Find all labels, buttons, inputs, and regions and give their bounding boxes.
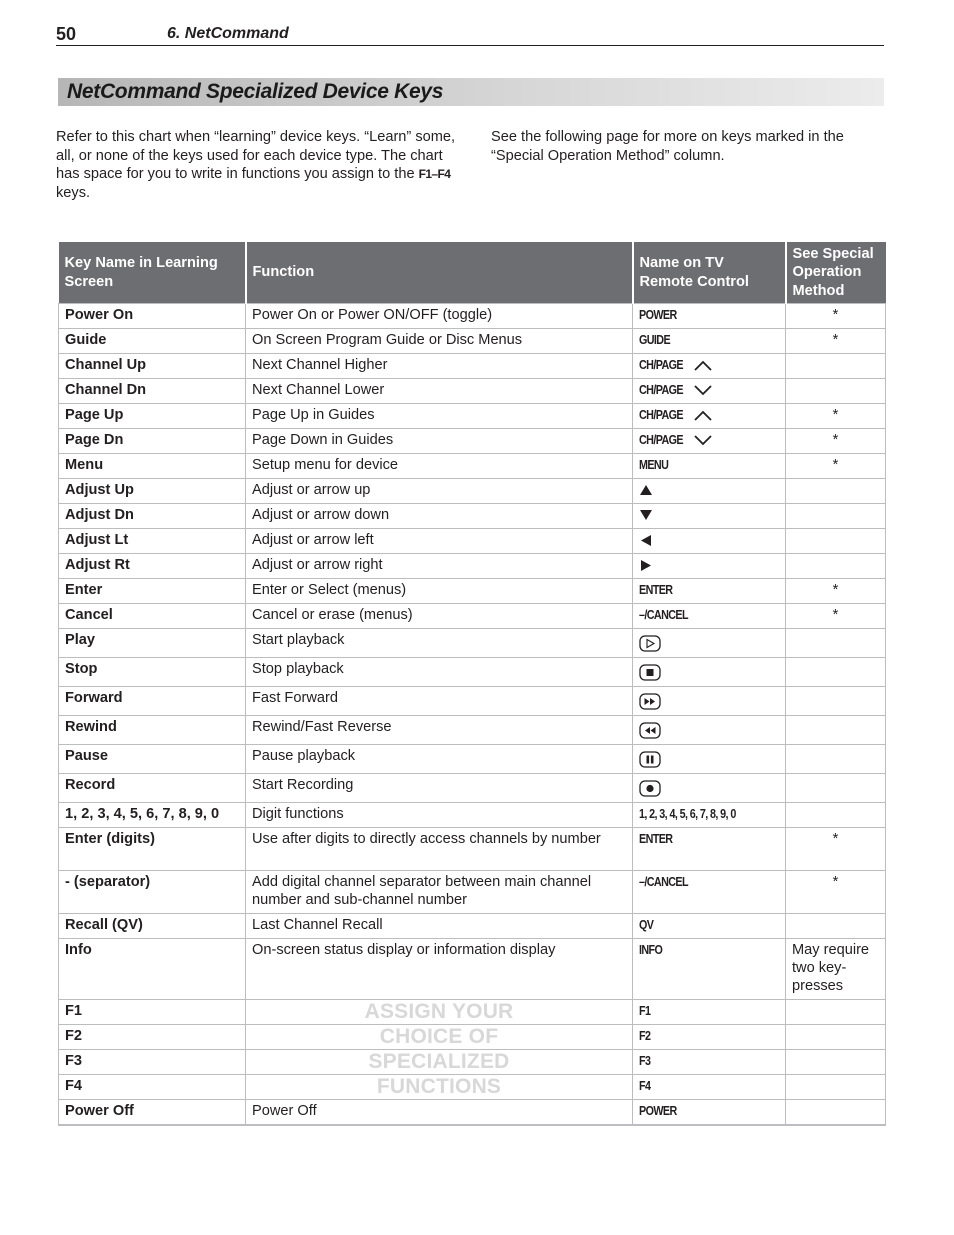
tv-name (633, 454, 786, 479)
triangle-right-icon (639, 559, 653, 572)
special-method (786, 1100, 886, 1126)
triangle-down-icon (639, 509, 653, 521)
key-name: Enter (digits) (59, 828, 246, 871)
special-method (786, 745, 886, 774)
tv-name (633, 1000, 786, 1025)
tv-name (633, 354, 786, 379)
stop-icon (639, 664, 661, 681)
function: Adjust or arrow up (246, 479, 633, 504)
tv-name (633, 687, 786, 716)
tv-name (633, 745, 786, 774)
special-method (786, 629, 886, 658)
special-method (786, 354, 886, 379)
tv-name (633, 716, 786, 745)
key-name: 1, 2, 3, 4, 5, 6, 7, 8, 9, 0 (59, 803, 246, 828)
header-tv-name: Name on TV Remote Control (633, 242, 786, 304)
table-row (59, 1100, 886, 1126)
key-name: Rewind (59, 716, 246, 745)
special-method: * (786, 404, 886, 429)
table-row (59, 939, 886, 1000)
tv-name (633, 479, 786, 504)
table-row (59, 604, 886, 629)
tv-name (633, 429, 786, 454)
table-row (59, 914, 886, 939)
key-name: Enter (59, 579, 246, 604)
key-name: Menu (59, 454, 246, 479)
key-name: Cancel (59, 604, 246, 629)
special-method (786, 774, 886, 803)
function (246, 1000, 633, 1025)
function: Cancel or erase (menus) (246, 604, 633, 629)
special-method (786, 803, 886, 828)
tv-label: ENTER (639, 583, 673, 597)
table-row (59, 1025, 886, 1050)
page-number: 50 (56, 24, 77, 44)
table-row (59, 1075, 886, 1100)
function (246, 1025, 633, 1050)
watermark-line: ASSIGN YOUR (364, 1000, 514, 1023)
special-method: * (786, 871, 886, 914)
chevron-up-icon (694, 360, 712, 371)
function: Digit functions (246, 803, 633, 828)
rewind-icon (639, 722, 661, 739)
function: Start playback (246, 629, 633, 658)
tv-name (633, 504, 786, 529)
key-name: Info (59, 939, 246, 1000)
special-method (786, 716, 886, 745)
triangle-left-icon (639, 534, 653, 547)
tv-label: GUIDE (639, 333, 671, 347)
table-row (59, 629, 886, 658)
special-method: * (786, 304, 886, 329)
intro-left-paragraph (56, 128, 466, 202)
tv-name (633, 329, 786, 354)
tv-name (633, 1075, 786, 1100)
tv-label: F4 (639, 1079, 651, 1093)
section-title-bar (58, 78, 884, 106)
special-method: * (786, 329, 886, 354)
table-row (59, 658, 886, 687)
intro-left-tail: keys. (56, 184, 91, 201)
key-name: Channel Up (59, 354, 246, 379)
special-method: * (786, 429, 886, 454)
intro-fkeys: F1–F4 (418, 167, 451, 182)
tv-name (633, 604, 786, 629)
special-method: May require two key-presses (786, 939, 886, 1000)
key-name: Stop (59, 658, 246, 687)
table-row (59, 1000, 886, 1025)
special-method (786, 1025, 886, 1050)
key-name: Power Off (59, 1100, 246, 1126)
tv-label: CH/PAGE (639, 383, 683, 397)
tv-name (633, 658, 786, 687)
tv-name (633, 404, 786, 429)
table-row (59, 379, 886, 404)
tv-name (633, 828, 786, 871)
tv-label: –/CANCEL (639, 875, 688, 889)
function: Add digital channel separator between main channel number and sub-channel number (246, 871, 633, 914)
tv-name (633, 1100, 786, 1126)
triangle-up-icon (639, 484, 653, 496)
key-name: Page Dn (59, 429, 246, 454)
chevron-down-icon (694, 435, 712, 446)
special-method (786, 1075, 886, 1100)
tv-name (633, 774, 786, 803)
special-method (786, 1000, 886, 1025)
table-row (59, 687, 886, 716)
function (246, 1075, 633, 1100)
key-name: Play (59, 629, 246, 658)
table-row (59, 429, 886, 454)
special-method (786, 504, 886, 529)
record-icon (639, 780, 661, 797)
special-method (786, 554, 886, 579)
special-method (786, 1050, 886, 1075)
key-name: Record (59, 774, 246, 803)
function: Page Up in Guides (246, 404, 633, 429)
special-method (786, 379, 886, 404)
section-title: NetCommand Specialized Device Keys (67, 80, 444, 103)
table-row (59, 479, 886, 504)
special-method (786, 479, 886, 504)
header-rule (56, 45, 884, 46)
table-row (59, 828, 886, 871)
tv-label: CH/PAGE (639, 358, 683, 372)
function: Power Off (246, 1100, 633, 1126)
function: On Screen Program Guide or Disc Menus (246, 329, 633, 354)
table-row (59, 354, 886, 379)
table-row (59, 554, 886, 579)
function: Fast Forward (246, 687, 633, 716)
key-name: F1 (59, 1000, 246, 1025)
table-row (59, 504, 886, 529)
watermark-line: SPECIALIZED (368, 1050, 510, 1073)
tv-name (633, 1050, 786, 1075)
table-row (59, 529, 886, 554)
key-name: Channel Dn (59, 379, 246, 404)
tv-label: POWER (639, 308, 677, 322)
tv-name (633, 529, 786, 554)
tv-name (633, 914, 786, 939)
device-keys-table (58, 242, 886, 1126)
function: Adjust or arrow down (246, 504, 633, 529)
function: Pause playback (246, 745, 633, 774)
key-name: Guide (59, 329, 246, 354)
key-name: Power On (59, 304, 246, 329)
tv-name (633, 304, 786, 329)
watermark-line: FUNCTIONS (376, 1075, 502, 1098)
function: Rewind/Fast Reverse (246, 716, 633, 745)
tv-label: CH/PAGE (639, 408, 683, 422)
table-row (59, 716, 886, 745)
table-header-row (59, 242, 886, 304)
tv-label: CH/PAGE (639, 433, 683, 447)
function: Enter or Select (menus) (246, 579, 633, 604)
header-special-method: See Special Operation Method (786, 242, 886, 304)
tv-name (633, 379, 786, 404)
function: Use after digits to directly access channels by number (246, 828, 633, 871)
function: Page Down in Guides (246, 429, 633, 454)
table-row (59, 454, 886, 479)
table-row (59, 579, 886, 604)
header-function: Function (246, 242, 633, 304)
tv-name (633, 803, 786, 828)
tv-name (633, 1025, 786, 1050)
table-row (59, 329, 886, 354)
header-key-name: Key Name in Learning Screen (59, 242, 246, 304)
tv-name (633, 871, 786, 914)
watermark-line: CHOICE OF (379, 1025, 499, 1048)
tv-label: MENU (639, 458, 669, 472)
special-method (786, 658, 886, 687)
chapter-title: 6. NetCommand (167, 25, 289, 42)
tv-label: F3 (639, 1054, 651, 1068)
chevron-up-icon (694, 410, 712, 421)
special-method (786, 529, 886, 554)
table-row (59, 803, 886, 828)
intro-right-paragraph: See the following page for more on keys marked in the “Special Operation Method” column. (491, 129, 844, 164)
special-method: * (786, 454, 886, 479)
key-name: Pause (59, 745, 246, 774)
key-name: Adjust Dn (59, 504, 246, 529)
tv-name (633, 554, 786, 579)
pause-icon (639, 751, 661, 768)
tv-name (633, 579, 786, 604)
key-name: Page Up (59, 404, 246, 429)
tv-label: ENTER (639, 832, 673, 846)
function: Adjust or arrow right (246, 554, 633, 579)
table-row (59, 1050, 886, 1075)
tv-label: INFO (639, 943, 663, 957)
special-method: * (786, 579, 886, 604)
tv-label: POWER (639, 1104, 677, 1118)
function: On-screen status display or information display (246, 939, 633, 1000)
table-row (59, 871, 886, 914)
function: Next Channel Higher (246, 354, 633, 379)
function: Start Recording (246, 774, 633, 803)
tv-label: 1, 2, 3, 4, 5, 6, 7, 8, 9, 0 (639, 807, 736, 821)
function: Setup menu for device (246, 454, 633, 479)
tv-label: QV (639, 918, 654, 932)
key-name: Adjust Lt (59, 529, 246, 554)
table-row (59, 745, 886, 774)
tv-name (633, 629, 786, 658)
key-name: Adjust Up (59, 479, 246, 504)
special-method: * (786, 828, 886, 871)
fast-forward-icon (639, 693, 661, 710)
function: Adjust or arrow left (246, 529, 633, 554)
key-name: Recall (QV) (59, 914, 246, 939)
key-name: Adjust Rt (59, 554, 246, 579)
function: Last Channel Recall (246, 914, 633, 939)
tv-label: F1 (639, 1004, 651, 1018)
tv-name (633, 939, 786, 1000)
tv-label: F2 (639, 1029, 651, 1043)
chevron-down-icon (694, 385, 712, 396)
key-name: - (separator) (59, 871, 246, 914)
key-name: F2 (59, 1025, 246, 1050)
play-icon (639, 635, 661, 652)
special-method: * (786, 604, 886, 629)
special-method (786, 914, 886, 939)
function: Power On or Power ON/OFF (toggle) (246, 304, 633, 329)
table-row (59, 304, 886, 329)
special-method (786, 687, 886, 716)
function (246, 1050, 633, 1075)
key-name: Forward (59, 687, 246, 716)
key-name: F3 (59, 1050, 246, 1075)
key-name: F4 (59, 1075, 246, 1100)
function: Next Channel Lower (246, 379, 633, 404)
intro-left-text: Refer to this chart when “learning” device keys. “Learn” some, all, or none of the keys used for each device type. The chart has space for you to write in functions you assign to the (56, 129, 456, 183)
tv-label: –/CANCEL (639, 608, 688, 622)
function: Stop playback (246, 658, 633, 687)
table-row (59, 774, 886, 803)
table-row (59, 404, 886, 429)
